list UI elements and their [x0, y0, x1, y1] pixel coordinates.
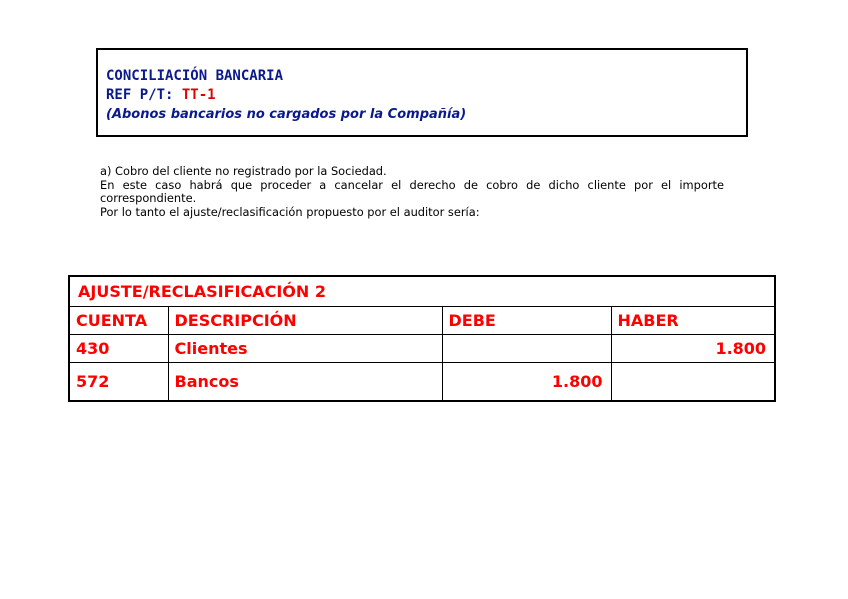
intro-line-2: En este caso habrá que proceder a cancelar el derecho de cobro de dicho cliente por el importe correspondiente.	[100, 177, 724, 205]
column-header-debe: DEBE	[442, 307, 611, 335]
cell-cuenta: 572	[69, 363, 168, 402]
table-header-row	[69, 307, 775, 335]
column-header-descripcion: DESCRIPCIÓN	[168, 307, 442, 335]
reference-line	[106, 86, 746, 105]
table-row	[69, 335, 775, 363]
cell-descripcion: Clientes	[168, 335, 442, 363]
cell-debe	[442, 335, 611, 363]
table-title: AJUSTE/RECLASIFICACIÓN 2	[69, 276, 775, 307]
table-row	[69, 363, 775, 402]
adjustment-table	[68, 275, 776, 402]
intro-line-1: a) Cobro del cliente no registrado por la Sociedad.	[100, 164, 387, 178]
cell-haber: 1.800	[611, 335, 775, 363]
cell-cuenta: 430	[69, 335, 168, 363]
ref-code: TT-1	[181, 87, 216, 103]
column-header-haber: HABER	[611, 307, 775, 335]
document-title: CONCILIACIÓN BANCARIA	[106, 68, 284, 84]
cell-haber	[611, 363, 775, 402]
cell-descripcion: Bancos	[168, 363, 442, 402]
document-subtitle: (Abonos bancarios no cargados por la Compañía)	[106, 107, 467, 122]
column-header-cuenta: CUENTA	[69, 307, 168, 335]
table-title-row	[69, 276, 775, 307]
intro-line-3: Por lo tanto el ajuste/reclasificación propuesto por el auditor sería:	[100, 204, 480, 219]
header-box	[96, 48, 748, 137]
intro-text	[100, 165, 724, 219]
cell-debe: 1.800	[442, 363, 611, 402]
ref-label: REF P/T:	[106, 87, 174, 103]
